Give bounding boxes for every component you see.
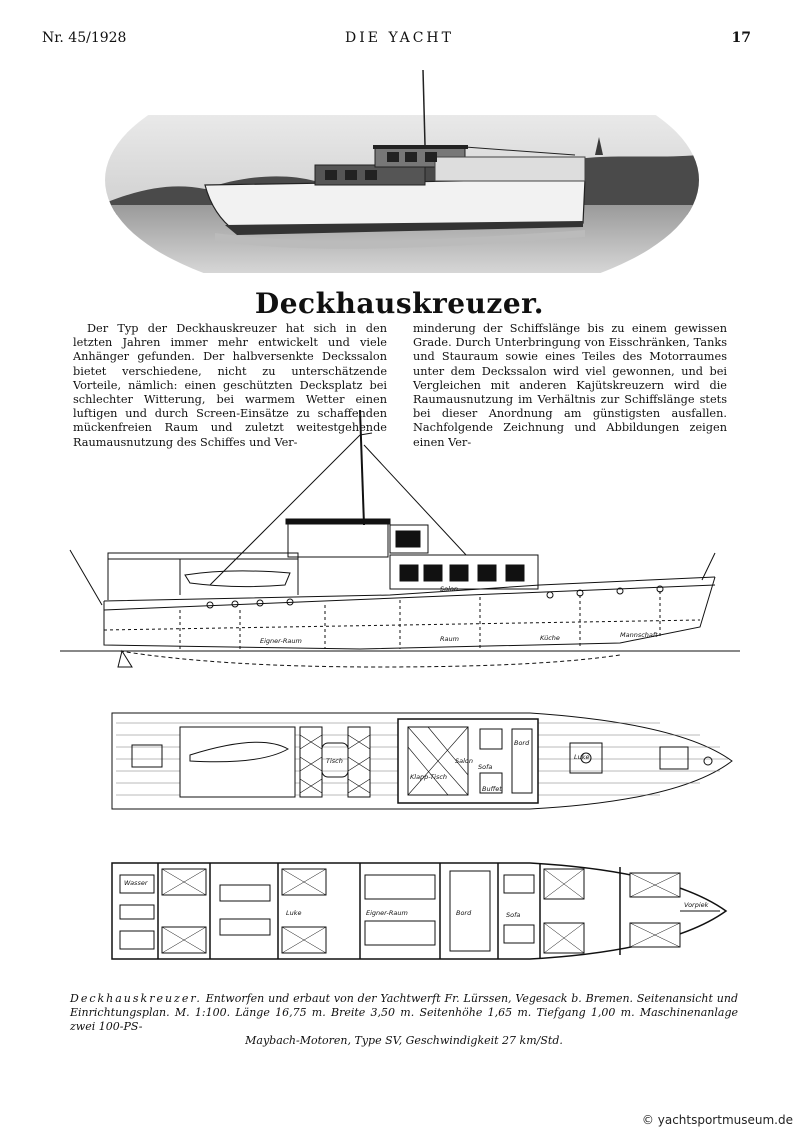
label-eigner-interior: Eigner-Raum xyxy=(366,909,408,917)
label-sofa-deck: Sofa xyxy=(478,763,493,771)
label-kueche-side: Küche xyxy=(540,634,560,642)
label-raum-side: Raum xyxy=(440,635,459,643)
label-sofa-interior: Sofa xyxy=(506,911,521,919)
label-klapptisch-deck: Klapp-Tisch xyxy=(410,773,448,781)
label-buffet-deck: Buffet xyxy=(482,785,502,793)
side-elevation xyxy=(60,410,740,667)
page-number: 17 xyxy=(731,30,751,46)
caption-last-line: Maybach-Motoren, Type SV, Geschwindigkeit 27 km/Std. xyxy=(245,1034,563,1047)
label-salon-deck: Salon xyxy=(455,757,474,765)
label-eigner-side: Eigner-Raum xyxy=(260,637,302,645)
body-paragraph: Der Typ der Deckhauskreuzer hat sich in den letzten Jahren immer mehr entwickelt und viele Anhänger gefunden. Der halbversenkte Deckssalon bietet verschiedene, nicht zu unterschätzende Vorteile, nämlich: einen geschützten Decksplatz bei schlechter Witterung, bei warmem Wetter einen luftigen und durch Screen-Einsätze zu schaffenden mückenfreien Raum und zuletzt weitestgehende Raumausnutzung des Schiffes und Ver- xyxy=(73,322,387,449)
technical-drawing xyxy=(60,405,740,975)
label-bord-interior: Bord xyxy=(456,909,472,917)
label-luke-interior: Luke xyxy=(286,909,302,917)
article-title: Deckhauskreuzer. xyxy=(254,287,545,320)
interior-plan xyxy=(112,863,726,959)
issue-number: Nr. 45/1928 xyxy=(42,30,127,46)
figure-caption xyxy=(70,992,738,1048)
label-vorpiek-interior: Vorpiek xyxy=(684,901,709,909)
watermark: © yachtsportmuseum.de xyxy=(641,1113,793,1127)
deck-plan xyxy=(112,713,732,809)
label-wasser-interior: Wasser xyxy=(124,879,148,887)
caption-lead: Deckhauskreuzer. xyxy=(70,992,202,1005)
label-tisch-deck: Tisch xyxy=(326,757,343,765)
label-salon-side: Salon xyxy=(440,585,459,593)
label-bord-deck: Bord xyxy=(514,739,530,747)
label-luke-deck: Luke xyxy=(574,753,590,761)
label-mannschaft-side: Mannschaft xyxy=(620,631,658,639)
body-paragraph: minderung der Schiffslänge bis zu einem gewissen Grade. Durch Unterbringung von Eisschränken, Tanks und Stauraum sowie eines Teiles des Motorraumes unter dem Deckssalon wird viel gewonnen, und bei Vergleichen mit anderen Kajütskreuzern wird die Raumausnutzung im Verhältnis zur Schiffslänge stets bei dieser Anordnung am günstigsten ausfallen. Nachfolgende Zeichnung und Abbildungen zeigen einen Ver- xyxy=(413,322,727,449)
magazine-title: DIE YACHT xyxy=(345,30,454,46)
yacht-photo xyxy=(105,55,700,273)
caption-text: Entworfen und erbaut von der Yachtwerft Fr. Lürssen, Vegesack b. Bremen. Seitenansicht und Einrichtungsplan. M. 1:100. Länge 16,75 m. Breite 3,50 m. Seitenhöhe 1,65 m. Tiefgang 1,00 m. Maschinenanlage zwei 100-PS- xyxy=(70,992,738,1033)
page-header xyxy=(0,30,799,50)
